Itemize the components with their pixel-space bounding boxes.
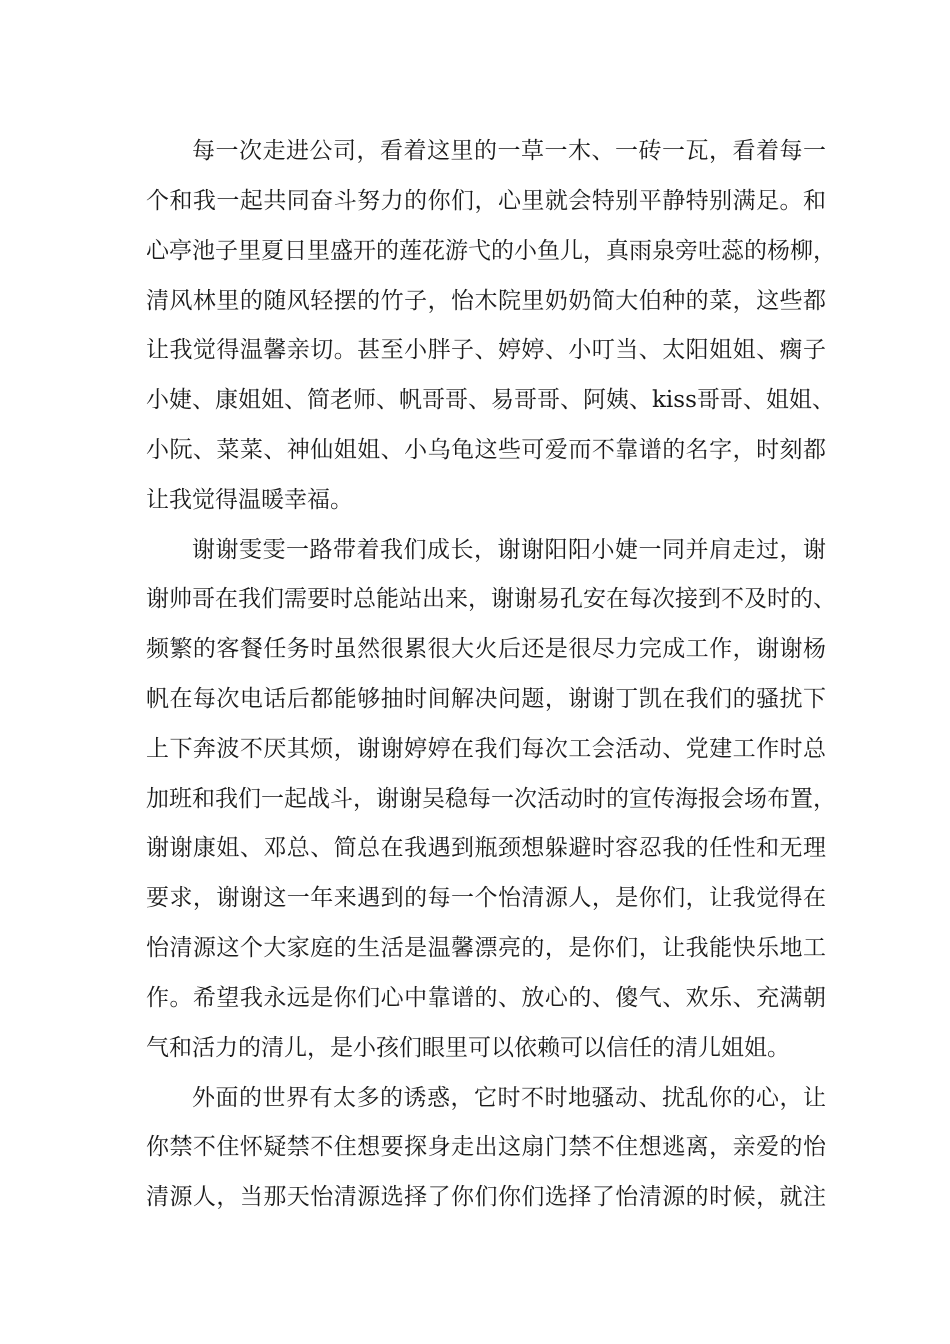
paragraph-1-line-2: 个和我一起共同奋斗努力的你们，心里就会特别平静特别满足。和 (146, 188, 826, 214)
paragraph-1-line-6: 小婕、康姐姐、简老师、帆哥哥、易哥哥、阿姨、kiss哥哥、姐姐、 (146, 387, 835, 413)
paragraph-2-line-5: 上下奔波不厌其烦，谢谢婷婷在我们每次工会活动、党建工作时总 (146, 736, 826, 762)
paragraph-2-line-9: 怡清源这个大家庭的生活是温馨漂亮的，是你们，让我能快乐地工 (146, 935, 826, 961)
paragraph-2-line-7: 谢谢康姐、邓总、简总在我遇到瓶颈想躲避时容忍我的任性和无理 (146, 835, 826, 861)
paragraph-1-line-7: 小阮、菜菜、神仙姐姐、小乌龟这些可爱而不靠谱的名字，时刻都 (146, 437, 826, 463)
paragraph-1-line-5: 让我觉得温馨亲切。甚至小胖子、婷婷、小叮当、太阳姐姐、瘸子 (146, 337, 826, 363)
paragraph-1-line-3: 心亭池子里夏日里盛开的莲花游弋的小鱼儿，真雨泉旁吐蕊的杨柳， (146, 238, 836, 264)
paragraph-1-line-8: 让我觉得温暖幸福。 (146, 487, 353, 513)
paragraph-2-line-3: 频繁的客餐任务时虽然很累很大火后还是很尽力完成工作，谢谢杨 (146, 636, 826, 662)
paragraph-3-line-2: 你禁不住怀疑禁不住想要探身走出这扇门禁不住想逃离，亲爱的怡 (146, 1134, 826, 1160)
paragraph-3-line-3: 清源人，当那天怡清源选择了你们你们选择了怡清源的时候，就注 (146, 1184, 826, 1210)
paragraph-2-line-10: 作。希望我永远是你们心中靠谱的、放心的、傻气、欢乐、充满朝 (146, 985, 826, 1011)
paragraph-1-line-4: 清风林里的随风轻摆的竹子，怡木院里奶奶简大伯种的菜，这些都 (146, 288, 826, 314)
paragraph-2-line-11: 气和活力的清儿，是小孩们眼里可以依赖可以信任的清儿姐姐。 (146, 1035, 790, 1061)
paragraph-2-line-4: 帆在每次电话后都能够抽时间解决问题，谢谢丁凯在我们的骚扰下 (146, 686, 826, 712)
paragraph-2-line-6: 加班和我们一起战斗，谢谢吴稳每一次活动时的宣传海报会场布置， (146, 786, 836, 812)
paragraph-1-line-1: 每一次走进公司，看着这里的一草一木、一砖一瓦，看着每一 (192, 138, 826, 164)
paragraph-3-line-1: 外面的世界有太多的诱惑，它时不时地骚动、扰乱你的心，让 (192, 1085, 826, 1111)
paragraph-2-line-8: 要求，谢谢这一年来遇到的每一个怡清源人，是你们，让我觉得在 (146, 885, 826, 911)
paragraph-2-line-2: 谢帅哥在我们需要时总能站出来，谢谢易孔安在每次接到不及时的、 (146, 586, 836, 612)
paragraph-2-line-1: 谢谢雯雯一路带着我们成长，谢谢阳阳小婕一同并肩走过，谢 (192, 537, 826, 563)
